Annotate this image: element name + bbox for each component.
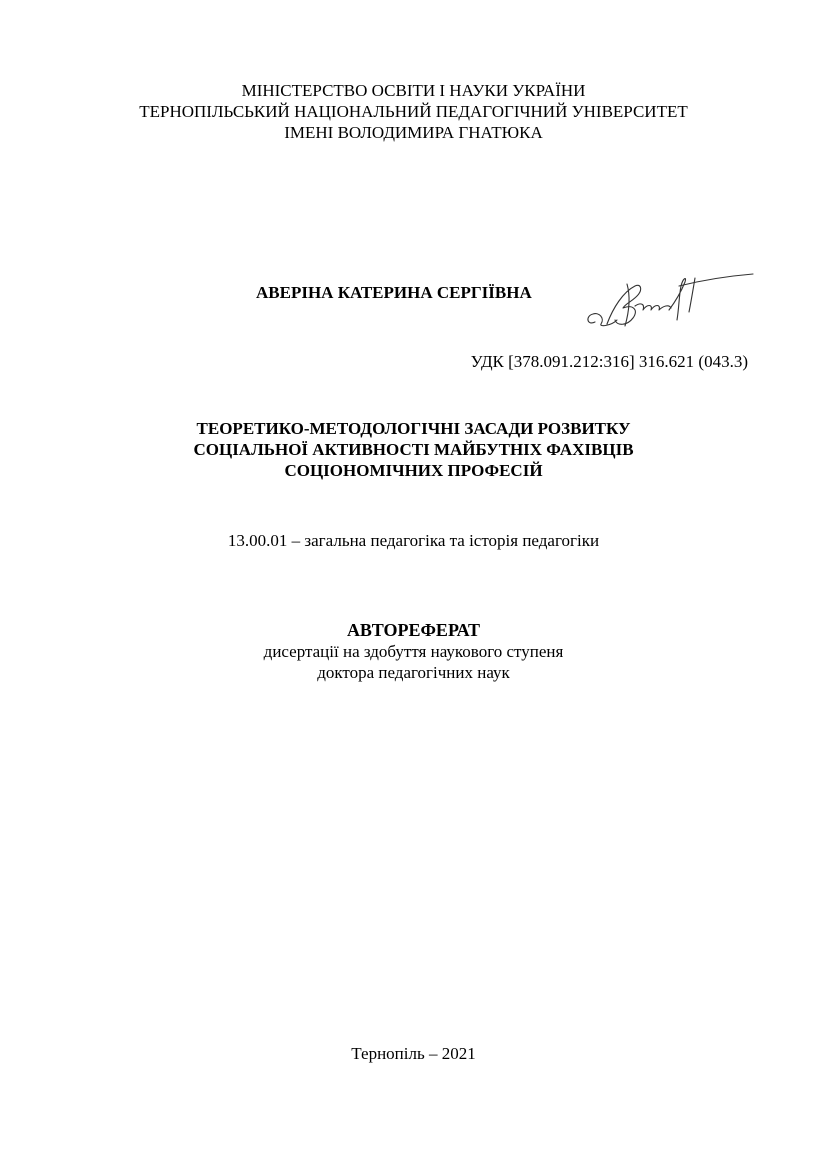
dissertation-title (0, 418, 827, 481)
title-line-3: СОЦІОНОМІЧНИХ ПРОФЕСІЙ (284, 461, 543, 480)
header-line-named-after: ІМЕНІ ВОЛОДИМИРА ГНАТЮКА (284, 123, 543, 142)
footer-text: Тернопіль – 2021 (351, 1044, 476, 1063)
header-line-ministry: МІНІСТЕРСТВО ОСВІТИ І НАУКИ УКРАЇНИ (241, 81, 586, 100)
place-and-year (0, 1043, 827, 1064)
specialty-text: 13.00.01 – загальна педагогіка та історія педагогіки (227, 531, 600, 550)
signature-icon (583, 264, 758, 336)
document-type-line-2: доктора педагогічних наук (317, 663, 510, 682)
author-name: АВЕРІНА КАТЕРИНА СЕРГІЇВНА (256, 283, 532, 302)
document-type-line-1: дисертації на здобуття наукового ступеня (263, 642, 564, 661)
header-line-university: ТЕРНОПІЛЬСЬКИЙ НАЦІОНАЛЬНИЙ ПЕДАГОГІЧНИЙ УНІВЕРСИТЕТ (139, 102, 688, 121)
udc-code: УДК [378.091.212:316] 316.621 (043.3) (470, 352, 748, 371)
title-line-2: СОЦІАЛЬНОЇ АКТИВНОСТІ МАЙБУТНІХ ФАХІВЦІВ (193, 440, 634, 459)
ministry-header (0, 80, 827, 143)
document-type (0, 619, 827, 683)
document-type-heading: АВТОРЕФЕРАТ (346, 620, 481, 640)
title-line-1: ТЕОРЕТИКО-МЕТОДОЛОГІЧНІ ЗАСАДИ РОЗВИТКУ (196, 419, 631, 438)
specialty-code (0, 530, 827, 551)
